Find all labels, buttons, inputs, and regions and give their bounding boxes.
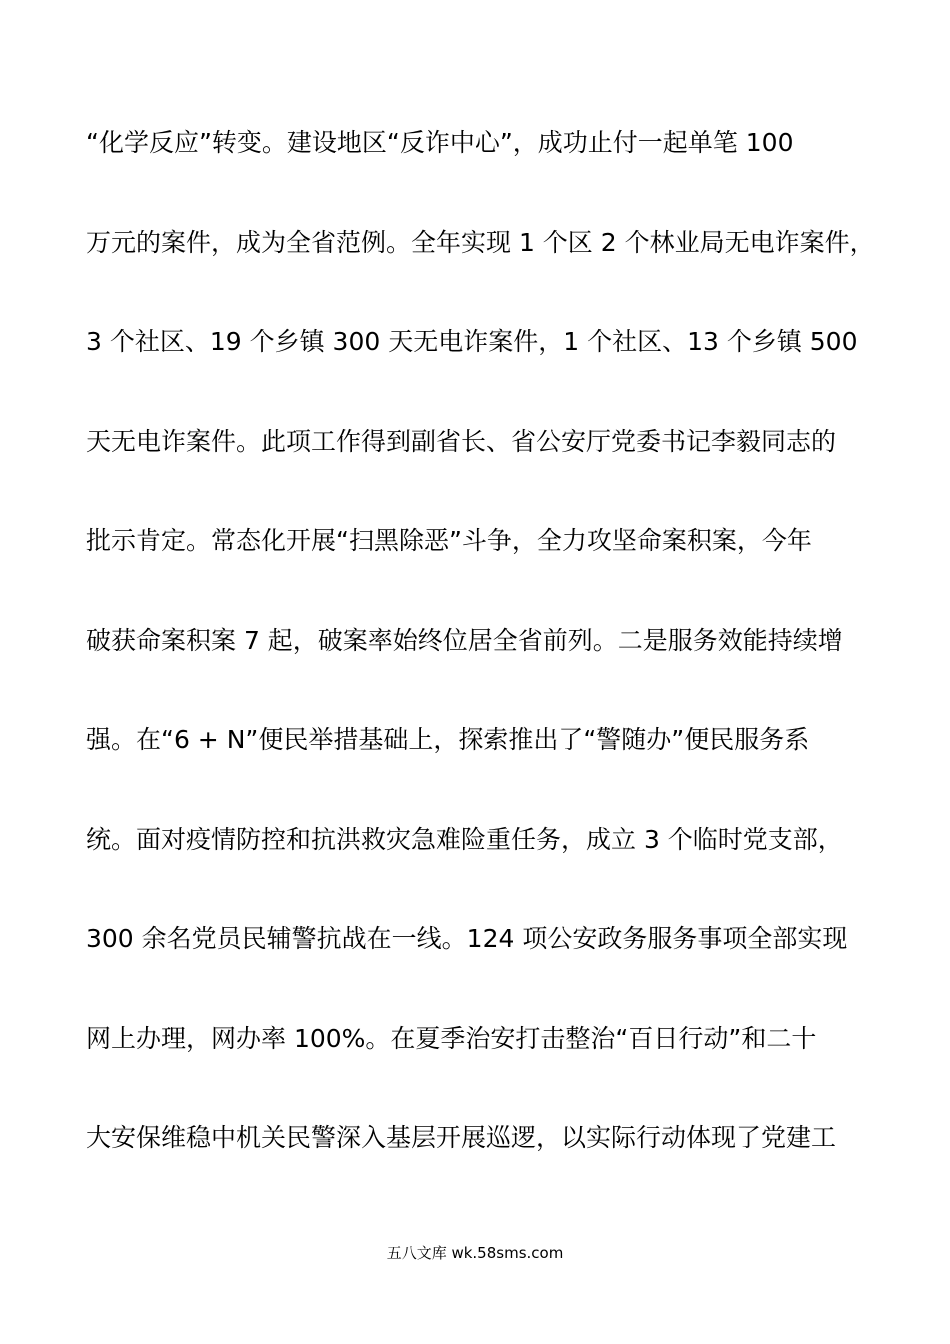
text-line: 3 个社区、19 个乡镇 300 天无电诈案件，1 个社区、13 个乡镇 500 — [86, 327, 858, 356]
text-line: 天无电诈案件。此项工作得到副省长、省公安厅党委书记李毅同志的 — [86, 426, 837, 456]
text-line: 强。在“6 + N”便民举措基础上，探索推出了“警随办”便民服务系 — [86, 725, 810, 754]
text-line: “化学反应”转变。建设地区“反诈中心”，成功止付一起单笔 100 — [86, 128, 794, 157]
text-line: 大安保维稳中机关民警深入基层开展巡逻，以实际行动体现了党建工 — [86, 1123, 837, 1152]
text-line: 统。面对疫情防控和抗洪救灾急难险重任务，成立 3 个临时党支部， — [86, 824, 843, 854]
text-line: 300 余名党员民辅警抗战在一线。124 项公安政务服务事项全部实现 — [86, 924, 848, 953]
text-line: 网上办理，网办率 100%。在夏季治安打击整治“百日行动”和二十 — [86, 1023, 817, 1053]
text-line: 批示肯定。常态化开展“扫黑除恶”斗争，全力攻坚命案积案，今年 — [86, 526, 812, 555]
page-footer: 五八文库 wk.58sms.com — [386, 1244, 564, 1262]
text-line: 破获命案积案 7 起，破案率始终位居全省前列。二是服务效能持续增 — [86, 625, 843, 655]
text-line: 万元的案件，成为全省范例。全年实现 1 个区 2 个林业局无电诈案件， — [86, 227, 875, 257]
body-text — [86, 118, 876, 1213]
